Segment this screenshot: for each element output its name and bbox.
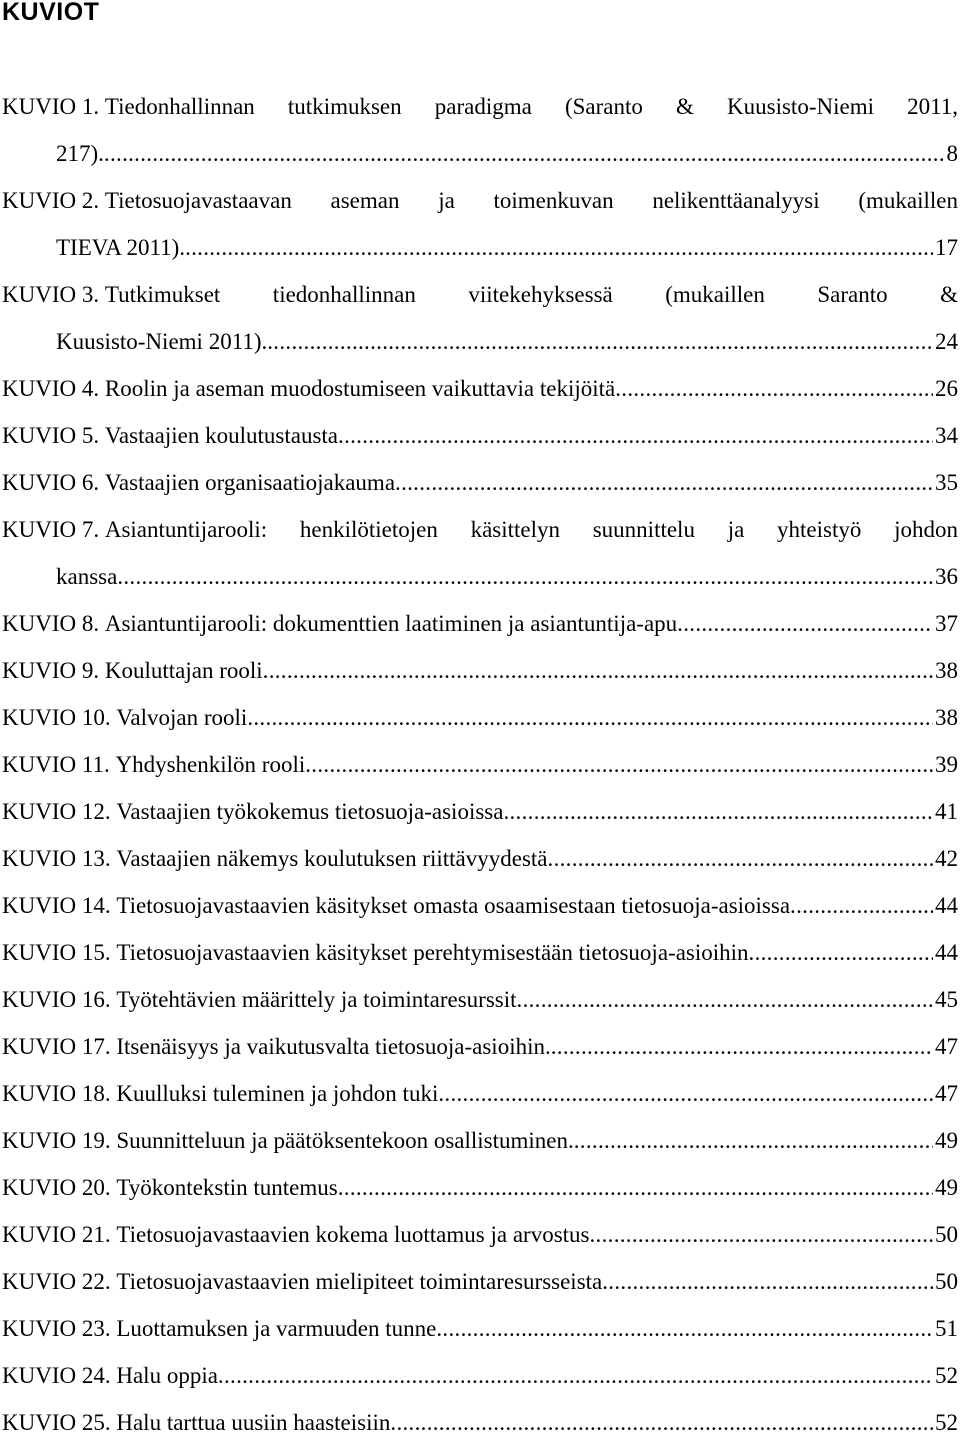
- figure-entry[interactable]: [2, 647, 958, 694]
- figure-entry[interactable]: [2, 741, 958, 788]
- page-heading: KUVIOT: [2, 0, 100, 26]
- figure-label: KUVIO 21.: [2, 1222, 111, 1247]
- figure-label: KUVIO 22.: [2, 1269, 111, 1294]
- figure-label: KUVIO 24.: [2, 1363, 111, 1388]
- figure-title: Tietosuojavastaavien käsitykset omasta osaamisestaan tietosuoja-asioissa: [116, 893, 791, 918]
- page-number: 44: [935, 893, 958, 918]
- figure-entry[interactable]: [2, 1164, 958, 1211]
- figure-label: KUVIO 17.: [2, 1034, 111, 1059]
- figure-label: KUVIO 19.: [2, 1128, 111, 1153]
- figure-label: KUVIO 20.: [2, 1175, 111, 1200]
- figure-entry[interactable]: [2, 1352, 958, 1399]
- figure-entry[interactable]: [2, 1117, 958, 1164]
- page-number: 49: [935, 1128, 958, 1153]
- figure-label: KUVIO 13.: [2, 846, 111, 871]
- figure-title: Valvojan rooli: [116, 705, 248, 730]
- figure-title: Tietosuojavastaavan aseman ja toimenkuvan nelikenttäanalyysi (mukaillen: [104, 188, 958, 213]
- figure-label: KUVIO 1.: [2, 94, 100, 119]
- figure-entry[interactable]: [2, 1258, 958, 1305]
- page-number: 52: [935, 1410, 958, 1435]
- figure-title: Asiantuntijarooli: henkilötietojen käsittelyn suunnittelu ja yhteistyö johdon: [104, 517, 958, 542]
- figure-title: Vastaajien työkokemus tietosuoja-asioissa: [116, 799, 504, 824]
- figure-title: Suunnitteluun ja päätöksentekoon osallistuminen.: [116, 1128, 574, 1153]
- figure-label: KUVIO 18.: [2, 1081, 111, 1106]
- page-number: 8: [946, 141, 958, 166]
- page-number: 45: [935, 987, 958, 1012]
- dot-leader: [749, 929, 933, 976]
- figure-list: [2, 83, 958, 1446]
- figure-title: Roolin ja aseman muodostumiseen vaikuttavia tekijöitä: [104, 376, 616, 401]
- dot-leader: [338, 1164, 933, 1211]
- dot-leader: [503, 788, 933, 835]
- dot-leader: [117, 553, 933, 600]
- figure-entry[interactable]: [2, 1305, 958, 1352]
- figure-entry[interactable]: [2, 412, 958, 459]
- figure-label: KUVIO 9.: [2, 658, 100, 683]
- page-number: 50: [935, 1222, 958, 1247]
- figure-title: Työkontekstin tuntemus: [116, 1175, 338, 1200]
- page-number: 44: [935, 940, 958, 965]
- dot-leader: [305, 741, 933, 788]
- figure-entry[interactable]: [2, 1070, 958, 1117]
- figure-title: Tiedonhallinnan tutkimuksen paradigma (Saranto & Kuusisto-Niemi 2011,: [104, 94, 958, 119]
- dot-leader: [790, 882, 933, 929]
- dot-leader: [338, 412, 933, 459]
- figure-title: Vastaajien organisaatiojakauma: [104, 470, 396, 495]
- figure-entry[interactable]: [2, 271, 958, 365]
- figure-title: Halu oppia: [116, 1363, 218, 1388]
- figure-label: KUVIO 15.: [2, 940, 111, 965]
- figure-entry[interactable]: [2, 506, 958, 600]
- figure-title: Tietosuojavastaavien käsitykset perehtymisestään tietosuoja-asioihin: [116, 940, 749, 965]
- figure-entry[interactable]: [2, 177, 958, 271]
- figure-title: Halu tarttua uusiin haasteisiin: [116, 1410, 391, 1435]
- page-number: 34: [935, 423, 958, 448]
- figure-label: KUVIO 4.: [2, 376, 100, 401]
- figure-entry[interactable]: [2, 835, 958, 882]
- dot-leader: [436, 1305, 933, 1352]
- dot-leader: [263, 647, 933, 694]
- dot-leader: [395, 459, 933, 506]
- figure-label: KUVIO 12.: [2, 799, 111, 824]
- dot-leader: [574, 1117, 933, 1164]
- page-number: 24: [935, 329, 958, 354]
- figure-title: Tietosuojavastaavien kokema luottamus ja arvostus: [116, 1222, 590, 1247]
- page-number: 17: [935, 235, 958, 260]
- figure-title-continuation: TIEVA 2011).: [56, 235, 186, 260]
- page-number: 38: [935, 705, 958, 730]
- dot-leader: [218, 1352, 933, 1399]
- figure-entry[interactable]: [2, 882, 958, 929]
- figure-label: KUVIO 3.: [2, 282, 100, 307]
- page-number: 50: [935, 1269, 958, 1294]
- dot-leader: [438, 1070, 933, 1117]
- figure-label: KUVIO 2.: [2, 188, 100, 213]
- dot-leader: [551, 1023, 933, 1070]
- page-number: 49: [935, 1175, 958, 1200]
- figure-label: KUVIO 7.: [2, 517, 100, 542]
- figure-label: KUVIO 16.: [2, 987, 111, 1012]
- page-number: 47: [935, 1034, 958, 1059]
- figure-label: KUVIO 8.: [2, 611, 100, 636]
- figure-label: KUVIO 6.: [2, 470, 100, 495]
- figure-entry[interactable]: [2, 600, 958, 647]
- page-number: 26: [935, 376, 958, 401]
- figure-entry[interactable]: [2, 1023, 958, 1070]
- page-number: 37: [935, 611, 958, 636]
- figure-label: KUVIO 10.: [2, 705, 111, 730]
- page-number: 47: [935, 1081, 958, 1106]
- figure-label: KUVIO 11.: [2, 752, 110, 777]
- figure-entry[interactable]: [2, 929, 958, 976]
- figure-title-continuation: 217).: [56, 141, 104, 166]
- page-number: 38: [935, 658, 958, 683]
- figure-entry[interactable]: [2, 1211, 958, 1258]
- figure-title: Kouluttajan rooli: [104, 658, 263, 683]
- figure-title: Vastaajien koulutustausta: [104, 423, 339, 448]
- figure-title: Kuulluksi tuleminen ja johdon tuki: [116, 1081, 439, 1106]
- figure-title: Luottamuksen ja varmuuden tunne: [116, 1316, 437, 1341]
- page-number: 52: [935, 1363, 958, 1388]
- dot-leader: [677, 600, 933, 647]
- figure-title-continuation: Kuusisto-Niemi 2011).: [56, 329, 268, 354]
- page-number: 41: [935, 799, 958, 824]
- page-number: 36: [935, 564, 958, 589]
- dot-leader: [548, 835, 933, 882]
- figure-entry[interactable]: [2, 976, 958, 1023]
- dot-leader: [590, 1211, 934, 1258]
- dot-leader: [185, 224, 933, 271]
- figure-label: KUVIO 14.: [2, 893, 111, 918]
- dot-leader: [517, 976, 933, 1023]
- figure-entry[interactable]: [2, 365, 958, 412]
- figure-title: Tietosuojavastaavien mielipiteet toimintaresursseista: [116, 1269, 603, 1294]
- figure-title: Vastaajien näkemys koulutuksen riittävyydestä: [116, 846, 548, 871]
- figure-label: KUVIO 23.: [2, 1316, 111, 1341]
- figure-label: KUVIO 5.: [2, 423, 100, 448]
- figure-title-continuation: kanssa: [56, 564, 118, 589]
- figure-entry[interactable]: [2, 694, 958, 741]
- figure-title: Yhdyshenkilön rooli: [115, 752, 306, 777]
- page-number: 35: [935, 470, 958, 495]
- figure-entry[interactable]: [2, 459, 958, 506]
- figure-entry[interactable]: [2, 788, 958, 835]
- page-number: 51: [935, 1316, 958, 1341]
- figure-title: Asiantuntijarooli: dokumenttien laatiminen ja asiantuntija-apu: [104, 611, 678, 636]
- figure-title: Itsenäisyys ja vaikutusvalta tietosuoja-asioihin.: [116, 1034, 551, 1059]
- dot-leader: [615, 365, 933, 412]
- dot-leader: [104, 130, 945, 177]
- figure-label: KUVIO 25.: [2, 1410, 111, 1435]
- page-number: 39: [935, 752, 958, 777]
- figure-entry[interactable]: [2, 83, 958, 177]
- figure-title: Työtehtävien määrittely ja toimintaresurssit: [116, 987, 517, 1012]
- dot-leader: [267, 318, 933, 365]
- dot-leader: [247, 694, 933, 741]
- dot-leader: [602, 1258, 933, 1305]
- figure-title: Tutkimukset tiedonhallinnan viitekehyksessä (mukaillen Saranto &: [104, 282, 958, 307]
- page-number: 42: [935, 846, 958, 871]
